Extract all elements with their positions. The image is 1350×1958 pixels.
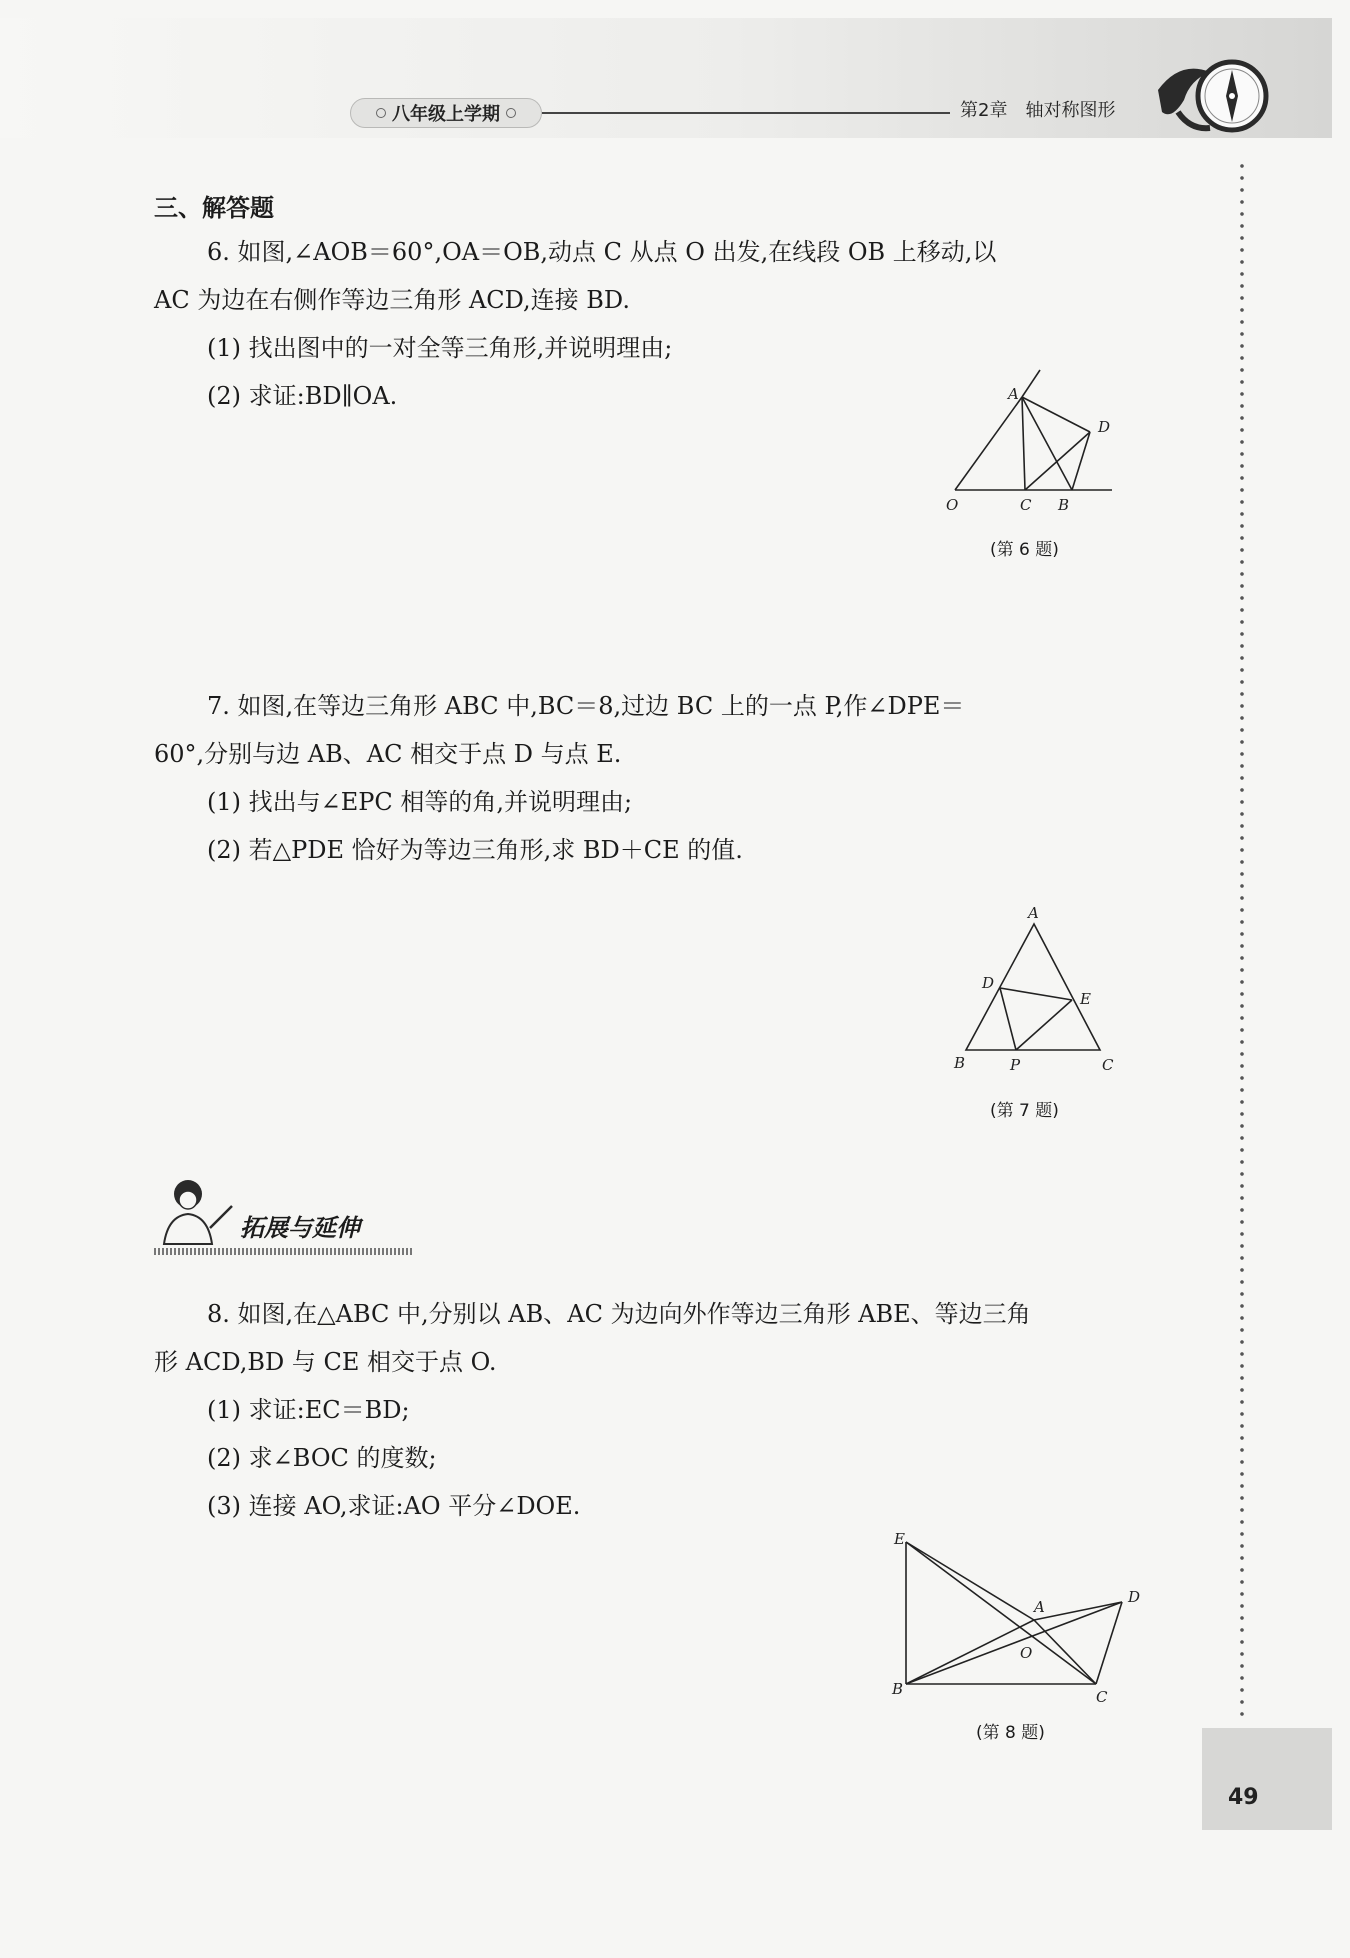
q7-label-c: C [1102,1056,1114,1074]
q7-label-a: A [1028,904,1039,922]
q8-part1: (1) 求证:EC＝BD; [207,1396,410,1424]
q6-part2: (2) 求证:BD∥OA. [207,382,398,410]
q6-ray-extension [1022,370,1040,397]
header-rule [542,112,950,114]
q6-label-b: B [1058,496,1070,514]
q6-segment-ac [1022,397,1025,490]
chapter-heading [960,96,1133,122]
q6-segment-ab [1022,397,1072,490]
section-title: 三、解答题 [154,194,274,222]
q6-figure [940,360,1120,520]
q8-caption: (第 8 题) [976,1723,1045,1743]
q7-segment-de [1000,988,1072,1000]
q8-segment-bd [906,1602,1122,1684]
q7-part2: (2) 若△PDE 恰好为等边三角形,求 BD＋CE 的值. [207,836,743,864]
q7-caption: (第 7 题) [990,1101,1059,1121]
dot-icon [506,108,516,118]
page-tab [1202,1728,1332,1830]
q8-segment-ab [906,1620,1034,1684]
margin-dotted-rule [1240,160,1244,1720]
compass-mascot-icon [1150,50,1280,140]
q6-caption: (第 6 题) [990,540,1059,560]
q8-label-a: A [1034,1598,1045,1616]
q6-label-o: O [946,496,959,514]
q7-part1: (1) 找出与∠EPC 相等的角,并说明理由; [207,788,633,816]
q6-stem-line1: 6. 如图,∠AOB＝60°,OA＝OB,动点 C 从点 O 出发,在线段 OB 上移动,以 [207,238,997,266]
page-number: 49 [1228,1785,1259,1810]
dot-icon [376,108,386,118]
q8-label-c: C [1096,1688,1108,1706]
q8-segment-ad [1034,1602,1122,1620]
q7-segment-dp [1000,988,1016,1050]
q7-label-p: P [1010,1056,1021,1074]
q8-label-d: D [1128,1588,1141,1606]
chapter-number: 第2章 [960,100,1008,121]
q6-label-a: A [1008,385,1019,403]
grade-label: 八年级上学期 [392,104,500,125]
chapter-title: 轴对称图形 [1025,100,1116,121]
q8-stem-line1: 8. 如图,在△ABC 中,分别以 AB、AC 为边向外作等边三角形 ABE、等边三角 [207,1300,1031,1328]
q7-label-e: E [1080,990,1091,1008]
q8-segment-ac [1034,1620,1096,1684]
q8-part2: (2) 求∠BOC 的度数; [207,1444,437,1472]
q6-segment-oa [955,397,1022,490]
q7-segment-pe [1016,1000,1072,1050]
q7-figure [940,900,1120,1080]
q8-label-o: O [1020,1644,1033,1662]
q7-stem-line1: 7. 如图,在等边三角形 ABC 中,BC＝8,过边 BC 上的一点 P,作∠DPE＝ [207,692,965,720]
q8-label-e: E [894,1530,905,1548]
q6-label-d: D [1098,418,1111,436]
extension-title: 拓展与延伸 [240,1214,360,1242]
q8-label-b: B [892,1680,904,1698]
q7-stem-line2: 60°,分别与边 AB、AC 相交于点 D 与点 E. [154,740,622,768]
q6-part1: (1) 找出图中的一对全等三角形,并说明理由; [207,334,673,362]
grade-badge [350,98,542,128]
q8-stem-line2: 形 ACD,BD 与 CE 相交于点 O. [154,1348,497,1376]
q7-label-d: D [982,974,995,992]
q6-stem-line2: AC 为边在右侧作等边三角形 ACD,连接 BD. [154,286,630,314]
q7-label-b: B [954,1054,966,1072]
extension-rule [154,1248,414,1255]
q8-figure [886,1522,1146,1712]
q8-segment-ea [906,1542,1034,1620]
q8-segment-dc [1096,1602,1122,1684]
q8-part3: (3) 连接 AO,求证:AO 平分∠DOE. [207,1492,581,1520]
q6-label-c: C [1020,496,1032,514]
